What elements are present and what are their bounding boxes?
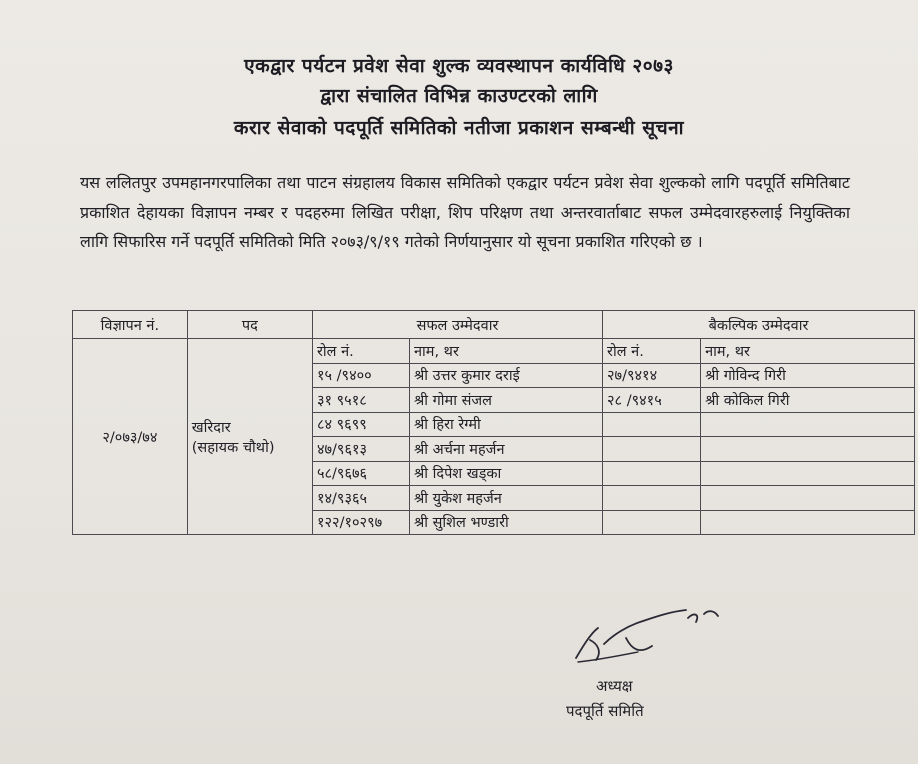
subheader-b-name: नाम, थर	[701, 339, 915, 364]
subheader-b-roll: रोल नं.	[603, 339, 701, 364]
roll-cell: ८४ ९६९९	[312, 412, 409, 437]
b-roll-cell	[603, 437, 701, 462]
header-baikalpik-ummedwar: बैकल्पिक उम्मेदवार	[603, 311, 915, 339]
pad-cell	[187, 339, 312, 535]
header-safal-ummedwar: सफल उम्मेदवार	[312, 311, 602, 339]
roll-cell: ४७/९६१३	[312, 437, 409, 462]
b-name-cell: श्री कोकिल गिरी	[701, 388, 915, 413]
notice-title-line-1: एकद्वार पर्यटन प्रवेश सेवा शुल्क व्यवस्थापन कार्यविधि २०७३	[244, 55, 674, 77]
b-roll-cell	[603, 486, 701, 511]
table-header-row	[73, 311, 915, 339]
roll-cell: १२२/१०२९७	[312, 510, 409, 535]
roll-cell: ५८/९६७६	[312, 461, 409, 486]
notice-title-line-3: करार सेवाको पदपूर्ति समितिको नतीजा प्रकाशन सम्बन्धी सूचना	[233, 117, 685, 139]
b-roll-cell	[603, 461, 701, 486]
table-subheader-row	[73, 339, 915, 364]
name-cell: श्री दिपेश खड्का	[409, 461, 602, 486]
b-name-cell: श्री गोविन्द गिरी	[701, 363, 915, 388]
notice-body-paragraph: यस ललितपुर उपमहानगरपालिका तथा पाटन संग्रहालय विकास समितिको एकद्वार पर्यटन प्रवेश सेवा शुल्कको लागि पदपूर्ति समितिबाट प्रकाशित देहायका विज्ञापन नम्बर र पदहरुमा लिखित परीक्षा, शिप परिक्षण तथा अन्तरवार्ताबाट सफल उम्मेदवारहरुलाई नियुक्तिका लागि सिफारिस गर्ने पदपूर्ति समितिको मिति २०७३/९/१९ गतेको निर्णयानुसार यो सूचना प्रकाशित गरिएको छ ।	[80, 173, 850, 251]
pad-subtitle: (सहायक चौथो)	[191, 439, 275, 456]
name-cell: श्री अर्चना महर्जन	[409, 437, 602, 462]
pad-title: खरिदार	[191, 419, 231, 436]
roll-cell: १४/९३६५	[312, 486, 409, 511]
b-roll-cell	[603, 412, 701, 437]
subheader-name: नाम, थर	[409, 339, 602, 364]
signatory-role: अध्यक्ष	[596, 677, 633, 695]
b-name-cell	[701, 510, 915, 535]
roll-cell: १५ /९४००	[312, 363, 409, 388]
name-cell: श्री सुशिल भण्डारी	[409, 510, 602, 535]
handwritten-signature	[568, 600, 728, 670]
b-name-cell	[701, 412, 915, 437]
subheader-roll: रोल नं.	[312, 339, 409, 364]
signatory-committee: पदपूर्ति समिति	[566, 702, 644, 720]
b-name-cell	[701, 437, 915, 462]
b-roll-cell: २८ /९४१५	[603, 388, 701, 413]
b-name-cell	[701, 486, 915, 511]
header-pad: पद	[187, 311, 312, 339]
notice-title-line-2: द्वारा संचालित विभिन्न काउण्टरको लागि	[320, 85, 598, 107]
b-roll-cell: २७/९४१४	[603, 363, 701, 388]
results-table	[72, 310, 915, 535]
roll-cell: ३१ ९५१८	[312, 388, 409, 413]
vigyapan-number: २/०७३/७४	[73, 339, 188, 535]
name-cell: श्री युकेश महर्जन	[409, 486, 602, 511]
header-vigyapan: विज्ञापन नं.	[73, 311, 188, 339]
name-cell: श्री हिरा रेग्मी	[409, 412, 602, 437]
name-cell: श्री उत्तर कुमार दराई	[409, 363, 602, 388]
b-name-cell	[701, 461, 915, 486]
name-cell: श्री गोमा संजल	[409, 388, 602, 413]
b-roll-cell	[603, 510, 701, 535]
